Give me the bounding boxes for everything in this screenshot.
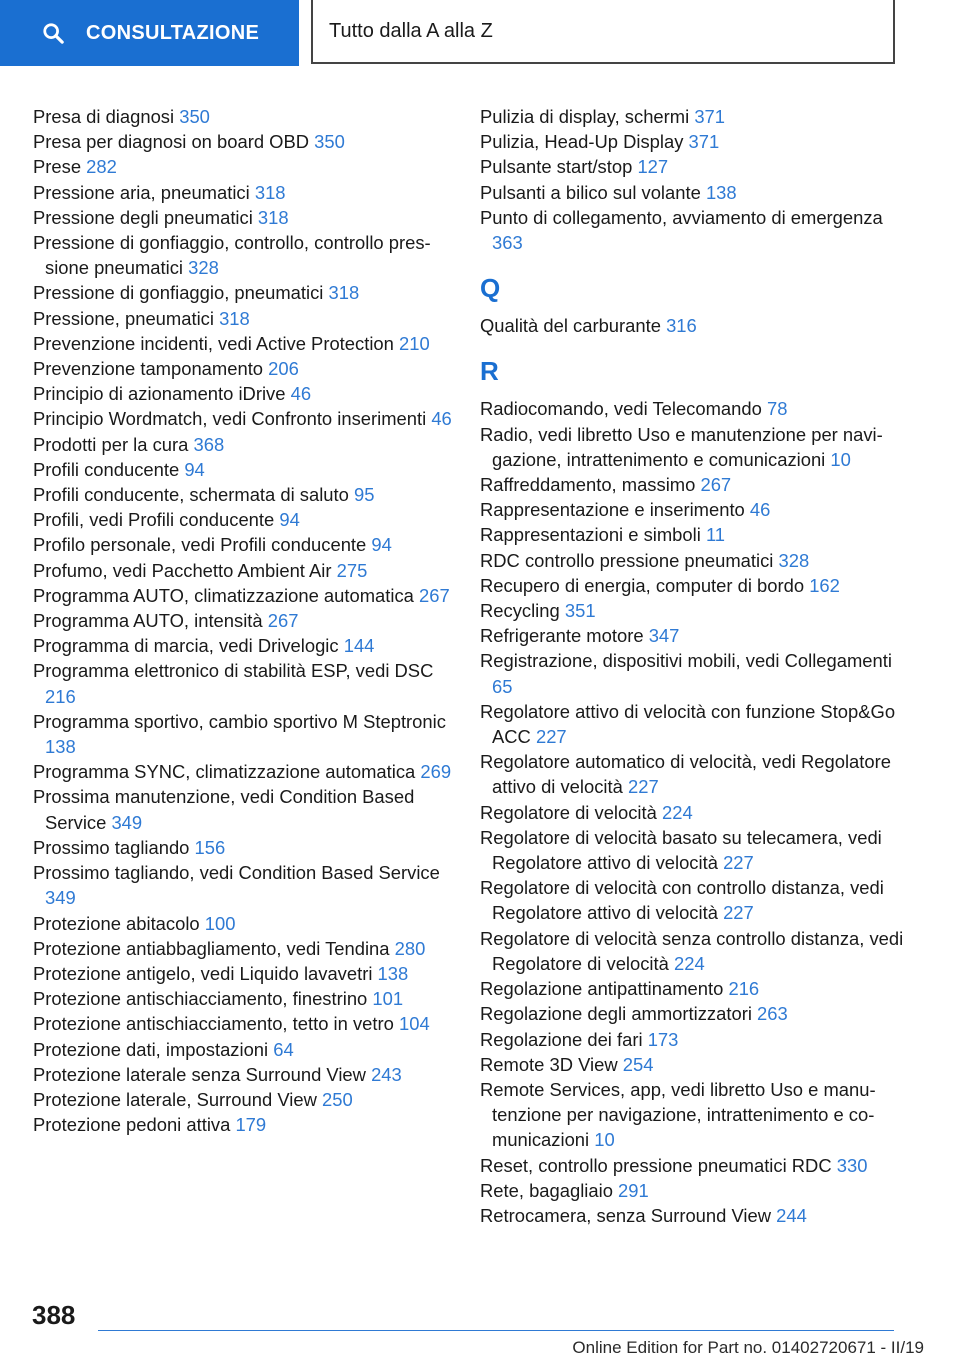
index-entry — [480, 976, 905, 1001]
index-entry-text: Prossimo tagliando — [33, 836, 190, 858]
page-reference-link[interactable]: 11 — [705, 524, 726, 546]
index-column-left — [33, 104, 453, 1137]
page-reference-link[interactable]: 243 — [371, 1063, 402, 1085]
page-reference-link[interactable]: 94 — [279, 509, 300, 531]
page-reference-link[interactable]: 254 — [622, 1053, 654, 1075]
page-reference-link[interactable]: 224 — [673, 952, 705, 974]
index-entry — [33, 911, 453, 936]
index-entry-text: Protezione antiabbagliamento, vedi Tendina — [33, 937, 390, 959]
index-entry — [480, 104, 905, 129]
page-reference-link[interactable]: 227 — [627, 776, 659, 798]
index-entry-text: Prevenzione tamponamento — [33, 358, 264, 380]
index-entry-text: Profili conducente — [33, 458, 180, 480]
page-reference-link[interactable]: 94 — [371, 534, 392, 556]
index-entry — [480, 396, 905, 421]
page-reference-link[interactable]: 101 — [372, 988, 404, 1010]
index-entry — [33, 860, 453, 910]
page-reference-link[interactable]: 227 — [723, 852, 754, 874]
page-reference-link[interactable]: 179 — [235, 1114, 267, 1136]
index-entry-text: Prevenzione incidenti, vedi Active Protection — [33, 332, 394, 354]
page-number: 388 — [32, 1300, 76, 1330]
page-reference-link[interactable]: 156 — [194, 836, 226, 858]
index-entry-text: Qualità del carburante — [480, 315, 661, 337]
index-entry — [33, 356, 453, 381]
index-entry-text: Radio, vedi libretto Uso e manutenzione per navigazione, intrattenimento e comunicazioni — [480, 423, 883, 470]
index-entry-text: Regolazione degli ammortizzatori — [480, 1003, 752, 1025]
page-reference-link[interactable]: 349 — [45, 887, 76, 909]
page-reference-link[interactable]: 244 — [776, 1204, 807, 1226]
index-entry — [480, 548, 905, 573]
page-reference-link[interactable]: 138 — [377, 962, 409, 984]
page-reference-link[interactable]: 350 — [179, 106, 210, 127]
index-entry-text: Punto di collegamento, avviamento di emergenza — [480, 206, 883, 228]
index-entry — [33, 558, 453, 583]
index-entry-text: Presa per diagnosi on board OBD — [33, 131, 310, 153]
index-entry-text: Profili, vedi Profili conducente — [33, 509, 275, 531]
index-entry — [480, 648, 905, 698]
page-reference-link[interactable]: 94 — [184, 458, 205, 480]
index-entry — [33, 482, 453, 507]
page-reference-link[interactable]: 269 — [420, 761, 452, 783]
index-entry-text: Remote Services, app, vedi libretto Uso e manutenzione per navigazione, intrattenimento e comunicazioni — [480, 1078, 876, 1151]
index-entry — [480, 699, 905, 749]
index-entry-text: Programma di marcia, vedi Drivelogic — [33, 635, 339, 657]
page-reference-link[interactable]: 318 — [254, 181, 286, 203]
page-reference-link[interactable]: 316 — [666, 315, 697, 337]
section-title: Tutto dalla A alla Z — [329, 19, 493, 42]
page-reference-link[interactable]: 363 — [492, 232, 523, 254]
index-letter-heading: R — [480, 356, 499, 387]
page-reference-link[interactable]: 46 — [290, 383, 312, 405]
index-entry-text: Programma sportivo, cambio sportivo M Steptronic — [33, 710, 446, 732]
index-entry — [480, 573, 905, 598]
page-reference-link[interactable]: 267 — [267, 610, 299, 632]
index-entry — [33, 759, 453, 784]
index-entry — [33, 608, 453, 633]
index-entry — [33, 784, 453, 834]
page-reference-link[interactable]: 318 — [257, 206, 289, 228]
index-entry-text: Registrazione, dispositivi mobili, vedi Collegamenti — [480, 650, 892, 672]
page-reference-link[interactable]: 318 — [219, 307, 250, 329]
index-entry — [33, 406, 453, 431]
index-entry — [480, 825, 905, 875]
index-entry — [33, 306, 453, 331]
index-entry — [480, 180, 905, 205]
index-entry-text: Rete, bagagliaio — [480, 1179, 613, 1201]
index-entry-text: Presa di diagnosi — [33, 106, 175, 127]
index-entry — [33, 1037, 453, 1062]
consultazione-tab[interactable] — [0, 0, 299, 66]
index-entry — [480, 1178, 905, 1203]
page-reference-link[interactable]: 173 — [647, 1028, 679, 1050]
index-entry — [480, 1027, 905, 1052]
index-entry — [33, 507, 453, 532]
index-entry — [480, 598, 905, 623]
index-entry — [33, 205, 453, 230]
index-entry-text: RDC controllo pressione pneumatici — [480, 549, 774, 571]
index-entry — [480, 497, 905, 522]
index-entry-text: Protezione antischiacciamento, tetto in vetro — [33, 1013, 394, 1035]
page-reference-link[interactable]: 138 — [45, 736, 76, 758]
index-entry — [480, 1052, 905, 1077]
page-reference-link[interactable]: 282 — [86, 156, 117, 178]
page-reference-link[interactable]: 267 — [419, 584, 450, 606]
page-reference-link[interactable]: 318 — [328, 282, 360, 304]
index-entry-text: Radiocomando, vedi Telecomando — [480, 398, 762, 420]
index-entry — [480, 1203, 905, 1228]
index-entry — [480, 154, 905, 179]
index-entry — [480, 129, 905, 154]
index-entry-text: Rappresentazione e inserimento — [480, 499, 745, 521]
index-entry — [33, 709, 453, 759]
page-reference-link[interactable]: 371 — [688, 131, 720, 153]
index-entry-text: Recycling — [480, 600, 560, 622]
index-entry — [33, 936, 453, 961]
page-reference-link[interactable]: 10 — [594, 1129, 615, 1151]
page-reference-link[interactable]: 138 — [705, 181, 737, 203]
index-entry-text: Pulsante start/stop — [480, 156, 633, 178]
index-entry-text: Recupero di energia, computer di bordo — [480, 574, 805, 596]
index-entry-text: Regolatore di velocità — [480, 801, 657, 823]
page-reference-link[interactable]: 104 — [398, 1013, 430, 1035]
page-reference-link[interactable]: 250 — [322, 1088, 353, 1110]
page-reference-link[interactable]: 349 — [111, 811, 143, 833]
index-entry-text: Pressione aria, pneumatici — [33, 181, 250, 203]
index-entry-text: Pressione di gonfiaggio, controllo, controllo pressione pneumatici — [33, 232, 431, 279]
page-reference-link[interactable]: 328 — [778, 549, 810, 571]
index-entry — [480, 875, 905, 925]
page-reference-link[interactable]: 144 — [343, 635, 375, 657]
page-reference-link[interactable]: 95 — [354, 484, 375, 506]
index-entry-text: Prossima manutenzione, vedi Condition Based Service — [33, 786, 415, 833]
index-entry-text: Profilo personale, vedi Profili conducente — [33, 534, 367, 556]
page-reference-link[interactable]: 127 — [637, 156, 669, 178]
page-reference-link[interactable]: 267 — [700, 474, 732, 496]
index-entry-text: Remote 3D View — [480, 1053, 618, 1075]
index-entry-text: Regolatore automatico di velocità, vedi Regolatore attivo di velocità — [480, 751, 891, 798]
index-entry — [33, 104, 453, 129]
index-entry — [33, 1112, 453, 1137]
index-entry-text: Prodotti per la cura — [33, 433, 189, 455]
index-entry — [480, 1153, 905, 1178]
index-entry-text: Reset, controllo pressione pneumatici RDC — [480, 1154, 832, 1176]
index-entry — [480, 472, 905, 497]
index-entry-text: Profumo, vedi Pacchetto Ambient Air — [33, 559, 332, 581]
index-entry-text: Pressione degli pneumatici — [33, 206, 253, 228]
page-reference-link[interactable]: 227 — [535, 726, 567, 748]
index-entry-text: Pressione, pneumatici — [33, 307, 214, 329]
index-entry — [480, 623, 905, 648]
index-entry — [33, 331, 453, 356]
index-entry-text: Pressione di gonfiaggio, pneumatici — [33, 282, 324, 304]
index-entry-text: Regolatore di velocità senza controllo distanza, vedi Regolatore di velocità — [480, 927, 904, 974]
index-entry — [480, 800, 905, 825]
index-entry — [33, 835, 453, 860]
index-entry — [33, 180, 453, 205]
page-reference-link[interactable]: 263 — [757, 1003, 788, 1025]
index-entry — [480, 522, 905, 547]
page-reference-link[interactable]: 371 — [694, 106, 725, 127]
index-entry-text: Prossimo tagliando, vedi Condition Based Service — [33, 862, 440, 884]
index-entry — [480, 926, 905, 976]
index-entry — [480, 1077, 905, 1153]
page-reference-link[interactable]: 275 — [336, 559, 368, 581]
index-entry-text: Pulizia di display, schermi — [480, 106, 690, 127]
index-entry — [33, 583, 453, 608]
page-reference-link[interactable]: 46 — [431, 408, 452, 430]
page-reference-link[interactable]: 65 — [492, 675, 513, 697]
index-entry-text: Raffreddamento, massimo — [480, 474, 696, 496]
index-entry-text: Regolatore attivo di velocità con funzione Stop&Go ACC — [480, 700, 896, 748]
index-entry-text: Pulsanti a bilico sul volante — [480, 181, 701, 203]
index-entry-text: Protezione antischiacciamento, finestrino — [33, 988, 368, 1010]
page-reference-link[interactable]: 227 — [723, 902, 754, 924]
page-header — [0, 0, 960, 66]
page-reference-link[interactable]: 350 — [314, 131, 345, 153]
page-reference-link[interactable]: 216 — [728, 978, 760, 1000]
index-entry-text: Protezione laterale senza Surround View — [33, 1063, 366, 1085]
index-entry-text: Programma AUTO, climatizzazione automatica — [33, 584, 414, 606]
index-entry — [33, 986, 453, 1011]
index-entry — [33, 532, 453, 557]
index-entry-text: Regolatore di velocità basato su telecamera, vedi Regolatore attivo di velocità — [480, 826, 882, 874]
index-entry — [480, 422, 905, 472]
index-entry-text: Principio Wordmatch, vedi Confronto inserimenti — [33, 408, 427, 430]
index-entry-text: Pulizia, Head-Up Display — [480, 131, 684, 153]
index-entry-text: Retrocamera, senza Surround View — [480, 1204, 771, 1226]
index-entry-text: Rappresentazioni e simboli — [480, 524, 701, 546]
index-entry — [33, 658, 453, 708]
page-reference-link[interactable]: 78 — [766, 398, 788, 420]
index-entry-text: Regolatore di velocità con controllo distanza, vedi Regolatore attivo di velocità — [480, 877, 884, 924]
page-reference-link[interactable]: 46 — [749, 499, 771, 521]
section-title-tab[interactable] — [311, 0, 895, 64]
tab-label: CONSULTAZIONE — [86, 21, 260, 44]
index-entry — [33, 961, 453, 986]
index-entry — [33, 129, 453, 154]
index-entry-text: Programma SYNC, climatizzazione automatica — [33, 761, 416, 783]
index-entry-text: Principio di azionamento iDrive — [33, 383, 286, 405]
edition-footer: Online Edition for Part no. 01402720671 - II/19 — [572, 1338, 924, 1357]
index-entry — [480, 749, 905, 799]
index-entry-text: Programma elettronico di stabilità ESP, vedi DSC — [33, 660, 434, 682]
index-column-right — [480, 104, 905, 1228]
index-entry-text: Refrigerante motore — [480, 625, 644, 647]
page-reference-link[interactable]: 368 — [193, 433, 225, 455]
index-entry-text: Profili conducente, schermata di saluto — [33, 484, 349, 506]
search-icon — [42, 22, 64, 44]
page-reference-link[interactable]: 330 — [836, 1154, 868, 1176]
index-entry — [33, 381, 453, 406]
index-entry-text: Programma AUTO, intensità — [33, 610, 263, 632]
index-entry-text: Regolazione dei fari — [480, 1028, 643, 1050]
page-reference-link[interactable]: 162 — [809, 574, 840, 596]
index-entry-text: Prese — [33, 156, 82, 178]
index-entry — [33, 1011, 453, 1036]
page-reference-link[interactable]: 224 — [661, 801, 693, 823]
index-entry — [480, 313, 905, 338]
page-reference-link[interactable]: 64 — [273, 1038, 294, 1060]
page-reference-link[interactable]: 210 — [399, 332, 430, 354]
footer-divider — [98, 1330, 894, 1331]
index-entry — [480, 205, 905, 255]
page-reference-link[interactable]: 347 — [648, 625, 680, 647]
page-reference-link[interactable]: 328 — [188, 257, 219, 279]
page-reference-link[interactable]: 216 — [45, 685, 76, 707]
index-entry — [33, 432, 453, 457]
index-entry — [480, 1001, 905, 1026]
page-reference-link[interactable]: 291 — [618, 1179, 649, 1201]
page-reference-link[interactable]: 206 — [268, 358, 299, 380]
page-reference-link[interactable]: 10 — [830, 448, 851, 470]
index-entry-text: Regolazione antipattinamento — [480, 978, 724, 1000]
index-entry-text: Protezione antigelo, vedi Liquido lavavetri — [33, 962, 373, 984]
index-entry — [33, 457, 453, 482]
page-reference-link[interactable]: 351 — [564, 600, 596, 622]
index-entry — [33, 633, 453, 658]
index-entry-text: Protezione laterale, Surround View — [33, 1088, 317, 1110]
index-entry — [33, 280, 453, 305]
index-entry — [33, 1062, 453, 1087]
index-letter-heading: Q — [480, 273, 501, 304]
index-entry — [33, 154, 453, 179]
index-entry-text: Protezione pedoni attiva — [33, 1114, 231, 1136]
index-entry-text: Protezione dati, impostazioni — [33, 1038, 269, 1060]
page-reference-link[interactable]: 280 — [394, 937, 426, 959]
index-entry — [33, 230, 453, 280]
index-entry-text: Protezione abitacolo — [33, 912, 200, 934]
page-reference-link[interactable]: 100 — [204, 912, 236, 934]
index-entry — [33, 1087, 453, 1112]
